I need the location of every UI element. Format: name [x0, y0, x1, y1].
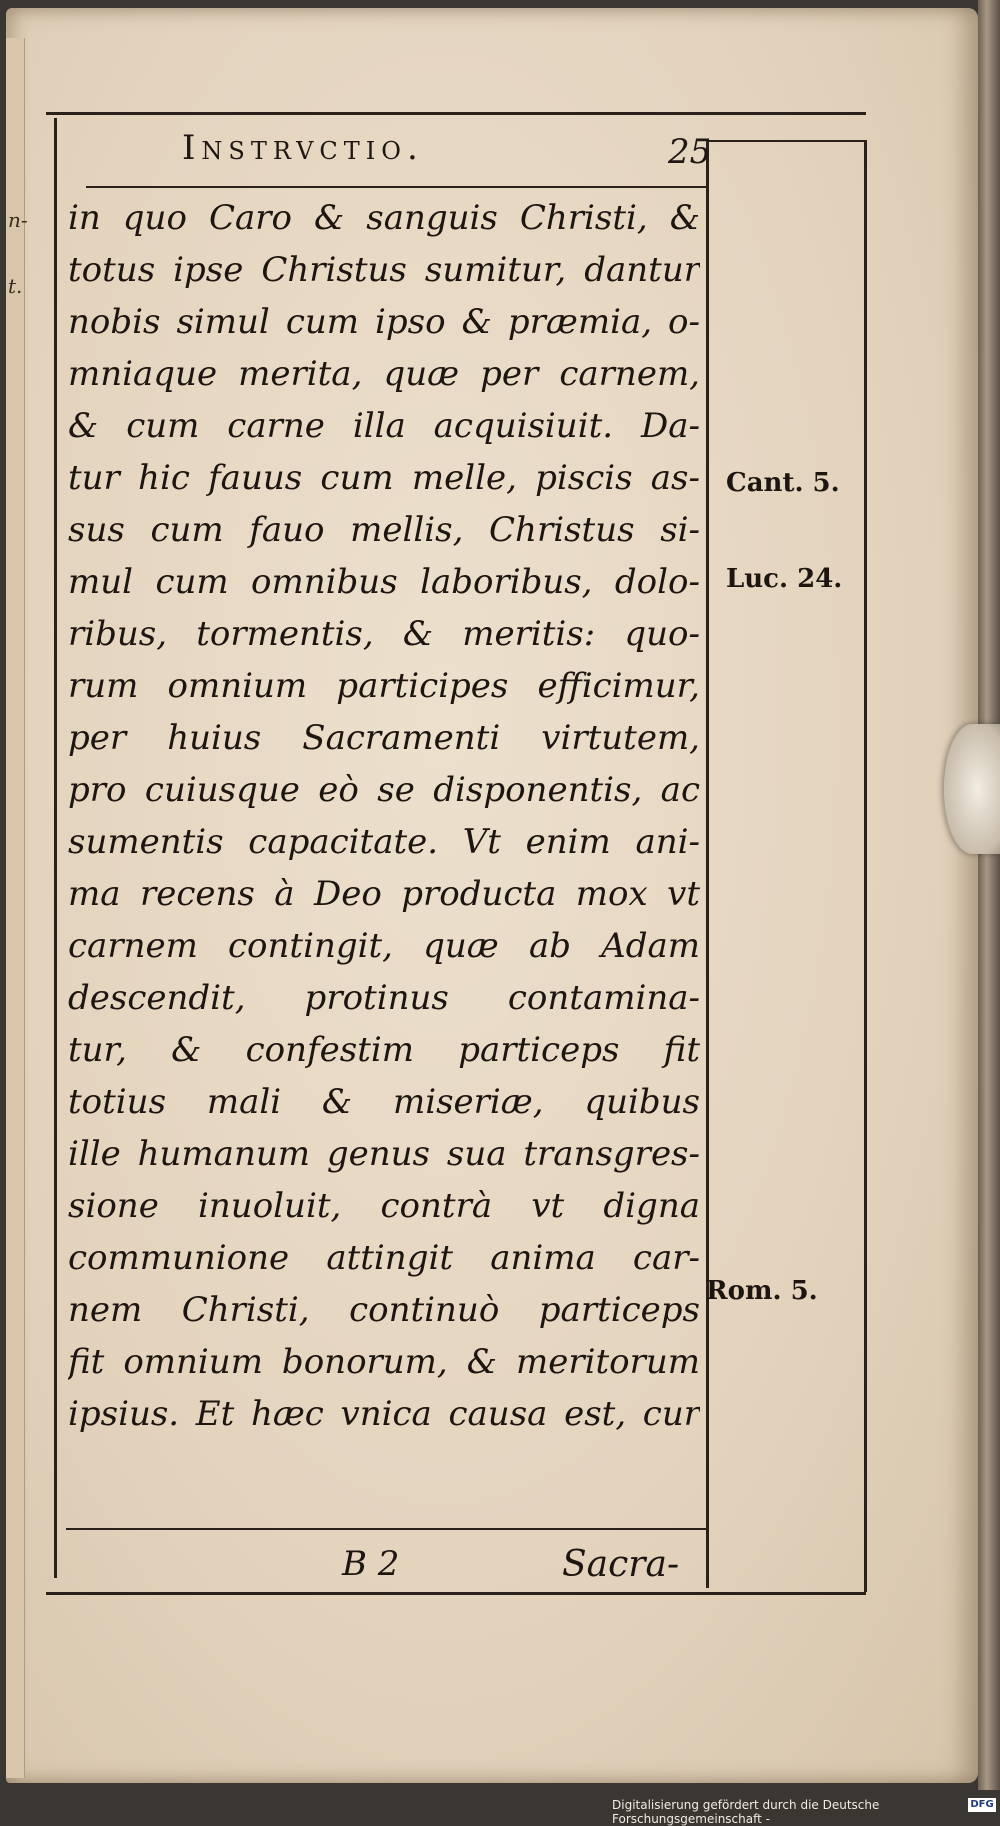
- frame-left-rule: [54, 118, 57, 1578]
- text-line: ma recens à Deo producta mox vt: [68, 874, 700, 914]
- header-rule: [86, 186, 706, 188]
- digitization-credit: Digitalisierung gefördert durch die Deutsche Forschungsgemeinschaft -: [612, 1798, 880, 1826]
- dfg-logo: DFG: [968, 1798, 996, 1812]
- text-line: per huius Sacramenti virtutem,: [68, 718, 700, 758]
- text-line: tur hic fauus cum melle, piscis as-: [68, 458, 700, 498]
- facing-page-edge: [6, 38, 28, 1778]
- text-line: totius mali & miseriæ, quibus: [68, 1082, 700, 1122]
- text-line: tur, & confestim particeps fit: [68, 1030, 700, 1070]
- text-line: rum omnium participes efficimur,: [68, 666, 700, 706]
- text-line: sumentis capacitate. Vt enim ani-: [68, 822, 700, 862]
- body-text: [68, 192, 700, 1440]
- text-line: communione attingit anima car-: [68, 1238, 700, 1278]
- frame-inner-rule: [706, 142, 709, 1588]
- text-line: mniaque merita, quæ per carnem,: [68, 354, 700, 394]
- text-line: nobis simul cum ipso & præmia, o-: [68, 302, 700, 342]
- text-line: fit omnium bonorum, & meritorum: [68, 1342, 700, 1382]
- footer-rule: [66, 1528, 706, 1530]
- marginal-note: Luc. 24.: [726, 564, 843, 594]
- facing-page-fragment: t.: [8, 274, 23, 298]
- text-line: ipsius. Et hæc vnica causa est, cur: [68, 1394, 700, 1434]
- page-number: 25: [668, 132, 712, 172]
- text-line: mul cum omnibus laboribus, dolo-: [68, 562, 700, 602]
- text-line: ille humanum genus sua transgres-: [68, 1134, 700, 1174]
- margin-top-rule: [706, 140, 866, 142]
- book-clasp: [944, 724, 1000, 854]
- facing-page-fragment: n-: [8, 208, 28, 232]
- running-head: Instrvctio.: [182, 128, 424, 168]
- text-line: ribus, tormentis, & meritis: quo-: [68, 614, 700, 654]
- frame-right-rule: [864, 140, 867, 1592]
- page-edge: [978, 0, 1000, 1790]
- text-line: sus cum fauo mellis, Christus si-: [68, 510, 700, 550]
- text-line: nem Christi, continuò particeps: [68, 1290, 700, 1330]
- text-line: sione inuoluit, contrà vt digna: [68, 1186, 700, 1226]
- marginal-note: Cant. 5.: [726, 468, 840, 498]
- signature-mark: B 2: [342, 1544, 400, 1584]
- text-line: totus ipse Christus sumitur, dantur: [68, 250, 700, 290]
- text-line: pro cuiusque eò se disponentis, ac: [68, 770, 700, 810]
- catchword: Sacra-: [562, 1544, 680, 1585]
- text-line: & cum carne illa acquisiuit. Da-: [68, 406, 700, 446]
- book-page: [6, 8, 978, 1783]
- marginal-note: Rom. 5.: [706, 1276, 818, 1306]
- frame-bottom-rule: [46, 1592, 866, 1595]
- text-line: carnem contingit, quæ ab Adam: [68, 926, 700, 966]
- text-line: descendit, protinus contamina-: [68, 978, 700, 1018]
- frame-top-rule: [46, 112, 866, 115]
- text-line: in quo Caro & sanguis Christi, &: [68, 198, 700, 238]
